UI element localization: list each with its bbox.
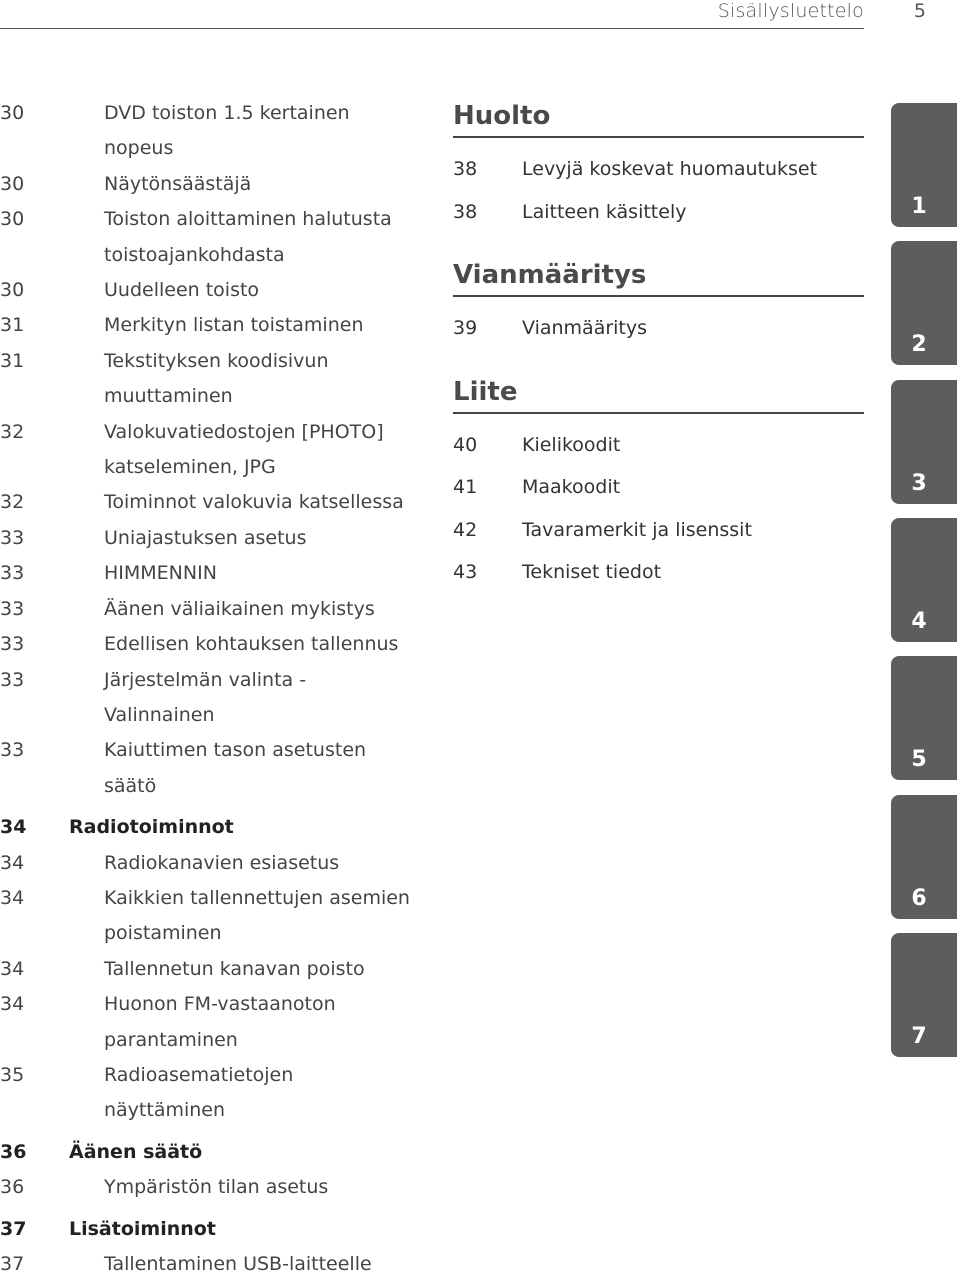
chapter-tab-2[interactable]: [891, 241, 957, 365]
toc-page-number: 32: [0, 420, 25, 443]
toc-entry-title: Äänen säätö: [69, 1140, 203, 1163]
toc-page-number: 30: [0, 208, 25, 231]
toc-page-number: 36: [0, 1176, 25, 1199]
toc-page-number: 33: [0, 526, 25, 549]
toc-entry[interactable]: [0, 308, 440, 343]
toc-entry[interactable]: [453, 191, 864, 234]
toc-entry[interactable]: [0, 415, 440, 486]
toc-page-number: 41: [453, 476, 478, 498]
toc-entry[interactable]: [0, 663, 440, 734]
toc-page-number: 38: [453, 200, 478, 223]
header-divider: [0, 28, 864, 29]
toc-page-number: 33: [0, 739, 25, 762]
section-heading: Huolto: [453, 96, 864, 138]
header-title: Sisällysluettelo: [717, 0, 864, 22]
toc-page-number: 33: [0, 668, 25, 691]
toc-entry-title: Kaiuttimen tason asetusten säätö: [104, 739, 367, 797]
toc-entry[interactable]: [453, 424, 864, 467]
toc-page-number: 32: [0, 491, 25, 514]
toc-page-number: 37: [0, 1217, 27, 1240]
toc-entry-title: HIMMENNIN: [104, 562, 217, 585]
chapter-tab-label: 6: [911, 885, 927, 911]
toc-entry[interactable]: [0, 1058, 440, 1129]
toc-entry-title: Tekniset tiedot: [522, 561, 662, 583]
chapter-tab-4[interactable]: [891, 518, 957, 642]
toc-entry-title: Valokuvatiedostojen [PHOTO] katseleminen, JPG: [104, 420, 384, 479]
chapter-tab-6[interactable]: [891, 795, 957, 919]
toc-page-number: 39: [453, 317, 478, 339]
toc-page-number: 34: [0, 957, 25, 980]
toc-page-number: 43: [453, 561, 478, 583]
toc-entry[interactable]: [0, 952, 440, 987]
toc-entry-title: Radiotoiminnot: [69, 816, 234, 839]
chapter-tab-label: 3: [911, 470, 927, 496]
toc-entry-title: Kaikkien tallennettujen asemien poistaminen: [104, 886, 410, 945]
toc-left-column: [0, 96, 440, 1282]
toc-entry[interactable]: [0, 1170, 440, 1205]
page-header: [0, 0, 960, 40]
toc-section: [453, 255, 864, 372]
toc-entry-title: Äänen väliaikainen mykistys: [104, 597, 375, 620]
toc-entry[interactable]: [0, 167, 440, 202]
toc-entry-title: Toiston aloittaminen halutusta toistoajankohdasta: [104, 208, 392, 266]
toc-entry-title: Uudelleen toisto: [104, 279, 260, 302]
toc-entry-title: Levyjä koskevat huomautukset: [522, 158, 818, 180]
toc-page-number: 30: [0, 172, 25, 195]
toc-entry-title: Kielikoodit: [522, 433, 621, 456]
toc-entry-title: Tekstityksen koodisivun muuttaminen: [104, 349, 329, 408]
chapter-tab-label: 4: [911, 608, 927, 634]
toc-entry-title: Huonon FM-vastaanoton parantaminen: [104, 993, 336, 1051]
toc-entry[interactable]: [0, 273, 440, 308]
toc-entry[interactable]: [0, 627, 440, 662]
toc-entry-title: DVD toiston 1.5 kertainen nopeus: [104, 102, 350, 160]
toc-entry[interactable]: [453, 466, 864, 509]
chapter-tab-3[interactable]: [891, 380, 957, 504]
toc-entry[interactable]: [0, 96, 440, 167]
toc-entry[interactable]: [0, 846, 440, 881]
chapter-tab-label: 2: [911, 332, 927, 358]
chapter-tab-5[interactable]: [891, 656, 957, 780]
page-number: 5: [913, 0, 926, 22]
toc-entry-title: Radiokanavien esiasetus: [104, 851, 340, 874]
toc-entry[interactable]: [0, 344, 440, 415]
toc-entry-title: Tallennetun kanavan poisto: [104, 957, 365, 980]
toc-entry[interactable]: [0, 521, 440, 556]
toc-entry[interactable]: [0, 881, 440, 952]
toc-page-number: 30: [0, 279, 25, 302]
toc-entry-title: Maakoodit: [522, 476, 621, 498]
toc-entry[interactable]: [0, 202, 440, 273]
toc-page-number: 31: [0, 349, 25, 372]
chapter-tab-label: 1: [911, 194, 927, 219]
toc-section-entry[interactable]: [0, 810, 440, 845]
toc-entry-title: Järjestelmän valinta - Valinnainen: [104, 668, 307, 726]
toc-entry-title: Ympäristön tilan asetus: [104, 1176, 329, 1199]
toc-page-number: 37: [0, 1253, 25, 1275]
toc-page-number: 34: [0, 816, 27, 839]
toc-page-number: 34: [0, 993, 25, 1016]
toc-entry[interactable]: [0, 592, 440, 627]
toc-entry-title: Edellisen kohtauksen tallennus: [104, 633, 399, 656]
toc-page-number: 30: [0, 102, 25, 124]
section-heading: Liite: [453, 372, 864, 414]
toc-entry[interactable]: [0, 1247, 440, 1282]
toc-page-number: 31: [0, 314, 25, 337]
toc-entry-title: Toiminnot valokuvia katsellessa: [104, 491, 404, 514]
toc-page-number: 40: [453, 433, 478, 456]
section-heading: Vianmääritys: [453, 255, 864, 297]
toc-page-number: 34: [0, 886, 25, 909]
toc-entry-title: Merkityn listan toistaminen: [104, 314, 364, 337]
toc-entry-title: Tallentaminen USB-laitteelle: [104, 1253, 372, 1275]
toc-entry[interactable]: [0, 556, 440, 591]
toc-page-number: 33: [0, 597, 25, 620]
toc-section: [453, 96, 864, 255]
toc-entry-title: Radioasematietojen näyttäminen: [104, 1063, 294, 1122]
toc-entry[interactable]: [0, 733, 440, 804]
toc-right-column: [453, 96, 864, 616]
toc-page-number: 38: [453, 158, 478, 180]
toc-entry-title: Lisätoiminnot: [69, 1217, 216, 1240]
chapter-tab-label: 5: [911, 747, 927, 773]
chapter-tab-label: 7: [911, 1023, 927, 1049]
toc-entry-title: Uniajastuksen asetus: [104, 526, 307, 549]
toc-entry-title: Vianmääritys: [522, 317, 648, 339]
toc-entry[interactable]: [0, 987, 440, 1058]
toc-entry[interactable]: [453, 307, 864, 350]
toc-entry[interactable]: [453, 148, 864, 191]
toc-page-number: 33: [0, 562, 25, 585]
toc-entry-title: Näytönsäästäjä: [104, 172, 252, 195]
toc-page-number: 42: [453, 518, 478, 541]
toc-page-number: 33: [0, 633, 25, 656]
toc-section: [453, 372, 864, 616]
toc-page-number: 35: [0, 1063, 25, 1086]
chapter-tab-7[interactable]: [891, 933, 957, 1057]
toc-section-entry[interactable]: [0, 1212, 440, 1247]
toc-entry[interactable]: [453, 509, 864, 552]
toc-page-number: 34: [0, 851, 25, 874]
toc-entry[interactable]: [453, 551, 864, 594]
toc-page-number: 36: [0, 1140, 27, 1163]
toc-entry[interactable]: [0, 485, 440, 520]
toc-entry-title: Tavaramerkit ja lisenssit: [522, 518, 752, 541]
chapter-tab-1[interactable]: [891, 103, 957, 227]
toc-entry-title: Laitteen käsittely: [522, 200, 687, 223]
toc-section-entry[interactable]: [0, 1135, 440, 1170]
